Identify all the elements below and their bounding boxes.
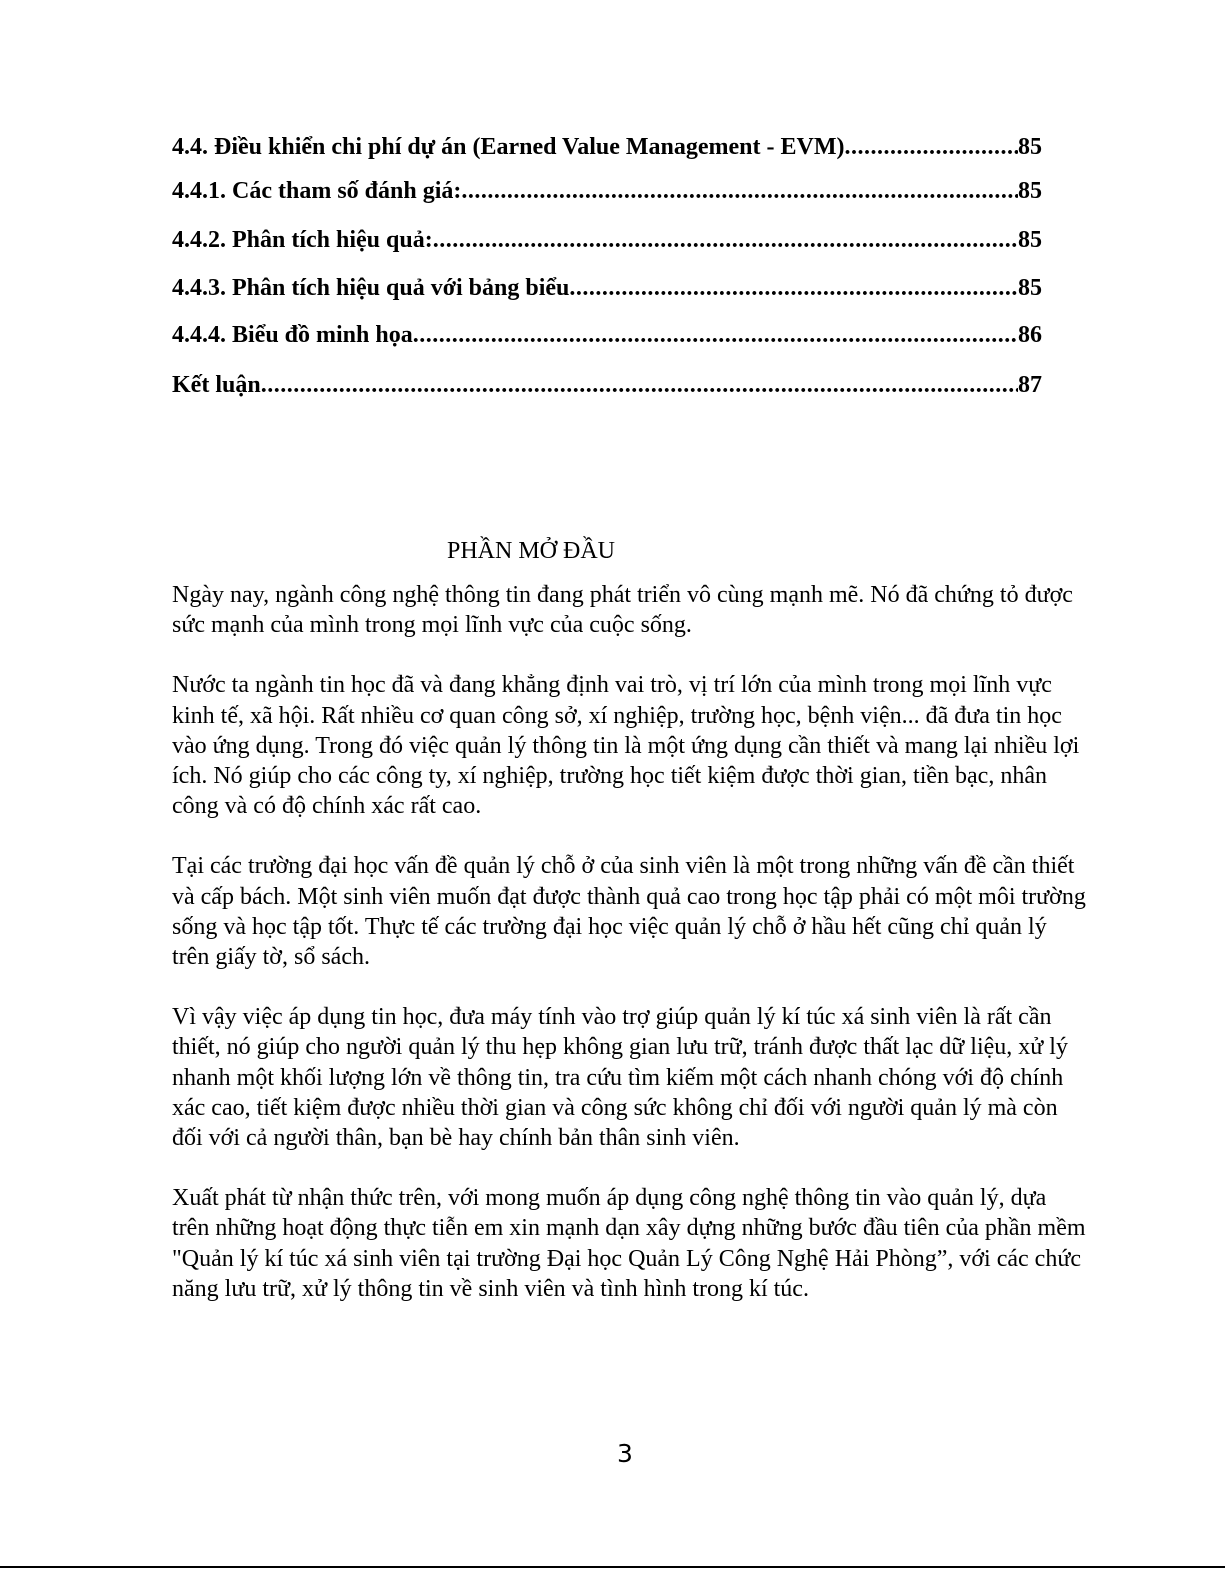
toc-entry-title: 4.4.3. Phân tích hiệu quả với bảng biểu — [172, 275, 570, 301]
toc-entry-title: 4.4.1. Các tham số đánh giá: — [172, 178, 462, 204]
page-number: 3 — [617, 1439, 633, 1468]
toc-dot-leader — [569, 274, 1018, 302]
toc-dot-leader — [261, 371, 1018, 399]
toc-entry[interactable] — [172, 226, 1042, 254]
page-bottom-divider — [0, 1566, 1225, 1568]
toc-entry[interactable] — [172, 133, 1042, 161]
toc-entry-title: 4.4.4. Biểu đồ minh họa — [172, 322, 413, 348]
toc-dot-leader — [461, 177, 1018, 205]
toc-entry-page: 85 — [1018, 275, 1042, 301]
toc-entry[interactable] — [172, 177, 1042, 205]
table-of-contents — [172, 133, 1042, 399]
toc-entry-title: 4.4. Điều khiển chi phí dự án (Earned Value Management - EVM) — [172, 134, 845, 160]
section-heading: PHẦN MỞ ĐẦU — [446, 538, 615, 564]
toc-entry[interactable] — [172, 274, 1042, 302]
paragraph: Xuất phát từ nhận thức trên, với mong muốn áp dụng công nghệ thông tin vào quản lý, dựa trên những hoạt động thực tiễn em xin mạnh dạn xây dựng những bước đầu tiên của phần mềm "Quản lý kí túc xá sinh viên tại trường Đại học Quản Lý Công Nghệ Hải Phòng”, với các chức năng lưu trữ, xử lý thông tin về sinh viên và tình hình trong kí túc. — [172, 1185, 1086, 1302]
body-text — [172, 580, 1087, 1334]
toc-entry-page: 85 — [1018, 134, 1042, 160]
paragraph: Vì vậy việc áp dụng tin học, đưa máy tính vào trợ giúp quản lý kí túc xá sinh viên là rất cần thiết, nó giúp cho người quản lý thu hẹp không gian lưu trữ, tránh được thất lạc dữ liệu, xử lý nhanh một khối lượng lớn về thông tin, tra cứu tìm kiếm một cách nhanh chóng với độ chính xác cao, tiết kiệm được nhiều thời gian và công sức không chỉ đối với người quản lý mà còn đối với cả người thân, bạn bè hay chính bản thân sinh viên. — [172, 1004, 1068, 1152]
paragraph: Ngày nay, ngành công nghệ thông tin đang phát triển vô cùng mạnh mẽ. Nó đã chứng tỏ được sức mạnh của mình trong mọi lĩnh vực của cuộc sống. — [172, 582, 1073, 639]
paragraph: Nước ta ngành tin học đã và đang khẳng định vai trò, vị trí lớn của mình trong mọi lĩnh vực kinh tế, xã hội. Rất nhiều cơ quan công sở, xí nghiệp, trường học, bệnh viện... đã đưa tin học vào ứng dụng. Trong đó việc quản lý thông tin là một ứng dụng cần thiết và mang lại nhiều lợi ích. Nó giúp cho các công ty, xí nghiệp, trường học tiết kiệm được thời gian, tiền bạc, nhân công và có độ chính xác rất cao. — [172, 672, 1080, 820]
toc-entry-page: 86 — [1018, 322, 1042, 348]
toc-entry[interactable] — [172, 371, 1042, 399]
toc-dot-leader — [844, 133, 1018, 161]
paragraph: Tại các trường đại học vấn đề quản lý chỗ ở của sinh viên là một trong những vấn đề cần thiết và cấp bách. Một sinh viên muốn đạt được thành quả cao trong học tập phải có một môi trường sống và học tập tốt. Thực tế các trường đại học việc quản lý chỗ ở hầu hết cũng chỉ quản lý trên giấy tờ, sổ sách. — [172, 853, 1086, 971]
toc-entry-page: 85 — [1018, 178, 1042, 204]
toc-entry-page: 85 — [1018, 227, 1042, 253]
toc-entry-title: Kết luận — [172, 372, 261, 398]
toc-dot-leader — [413, 321, 1018, 349]
toc-entry[interactable] — [172, 321, 1042, 349]
toc-dot-leader — [433, 226, 1018, 254]
toc-entry-title: 4.4.2. Phân tích hiệu quả: — [172, 227, 433, 253]
toc-entry-page: 87 — [1018, 372, 1042, 398]
